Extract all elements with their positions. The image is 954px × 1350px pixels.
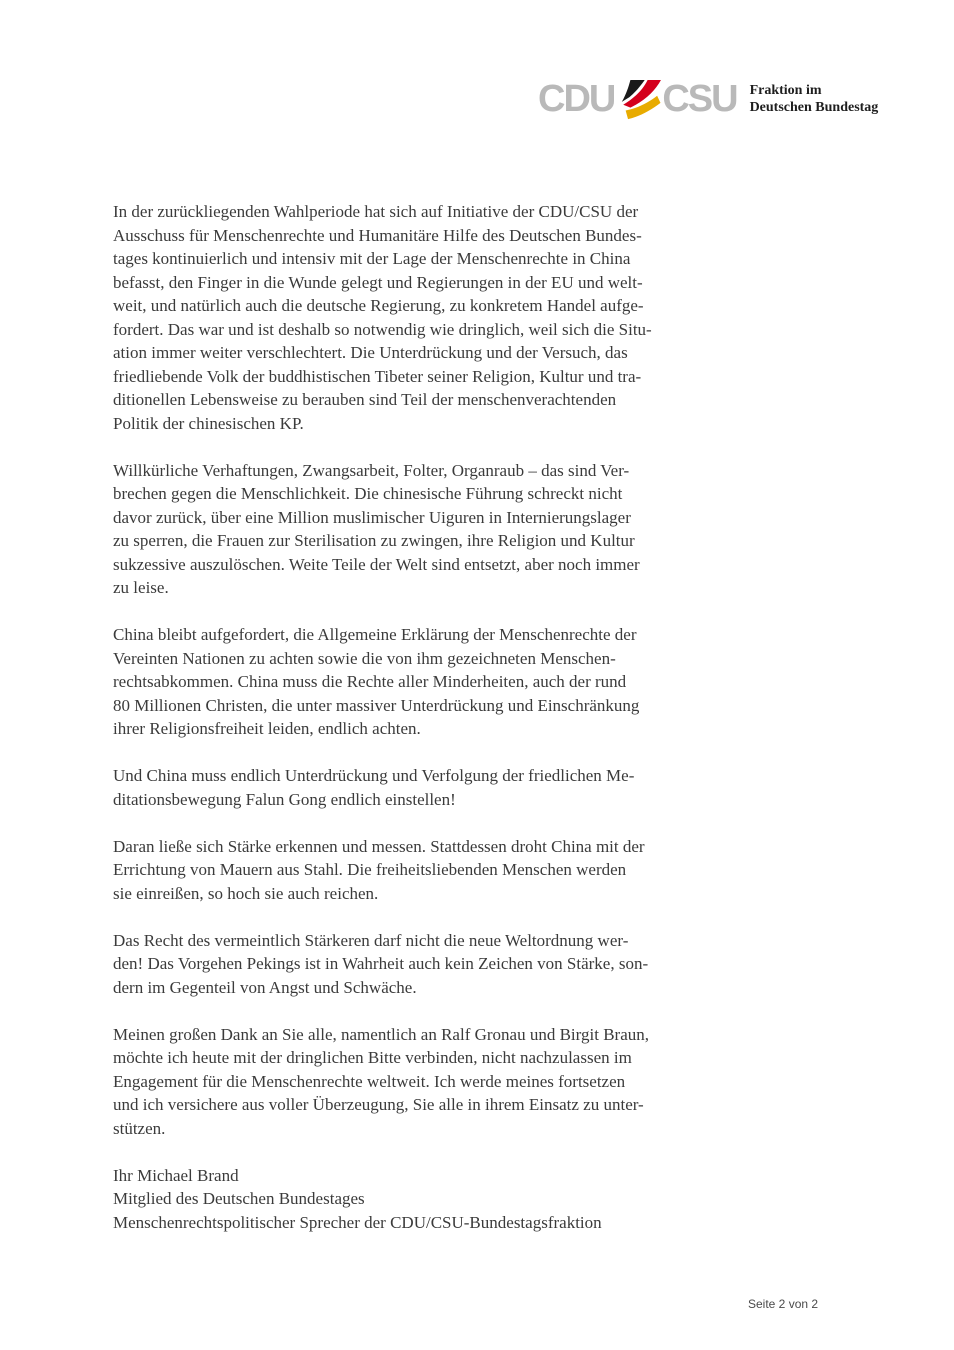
logo-caption: [750, 83, 879, 116]
text-line: brechen gegen die Menschlichkeit. Die chinesische Führung schreckt nicht: [113, 484, 623, 503]
text-line: ditionellen Lebensweise zu berauben sind Teil der menschenverachtenden: [113, 390, 617, 409]
text-line: ation immer weiter verschlechtert. Die Unterdrückung und der Versuch, das: [113, 343, 628, 362]
text-line: fordert. Das war und ist deshalb so notwendig wie dringlich, weil sich die Situ-: [113, 319, 652, 339]
paragraph: [113, 623, 717, 741]
logo-cdu-text: CDU: [538, 78, 615, 120]
text-line: Und China muss endlich Unterdrückung und Verfolgung der friedlichen Me-: [113, 766, 635, 785]
text-line: dern im Gegenteil von Angst und Schwäche.: [113, 977, 417, 997]
text-line: ihrer Religionsfreiheit leiden, endlich achten.: [113, 719, 421, 738]
text-line: befasst, den Finger in die Wunde gelegt und Regierungen in der EU und welt-: [113, 272, 643, 292]
text-line: den! Das Vorgehen Pekings ist in Wahrheit auch kein Zeichen von Stärke, son-: [113, 954, 649, 973]
paragraph: [113, 764, 717, 811]
paragraph: [113, 459, 717, 600]
logo-caption-line2: Deutschen Bundestag: [749, 99, 879, 115]
signature-block: [113, 1164, 717, 1235]
text-line: tages kontinuierlich und intensiv mit der Lage der Menschenrechte in China: [113, 249, 631, 268]
text-line: Menschenrechtspolitischer Sprecher der CDU/CSU-Bundestagsfraktion: [113, 1212, 602, 1232]
text-line: weit, und natürlich auch die deutsche Regierung, zu konkretem Handel aufge-: [113, 296, 644, 315]
text-line: Errichtung von Mauern aus Stahl. Die freiheitsliebenden Menschen werden: [113, 860, 627, 879]
text-line: China bleibt aufgefordert, die Allgemeine Erklärung der Menschenrechte der: [113, 625, 637, 644]
text-line: möchte ich heute mit der dringlichen Bitte verbinden, nicht nachzulassen im: [113, 1048, 632, 1067]
text-line: und ich versichere aus voller Überzeugung, Sie alle in ihrem Einsatz zu unter-: [113, 1095, 644, 1114]
paragraph: [113, 929, 717, 1000]
text-line: davor zurück, über eine Million muslimischer Uiguren in Internierungslager: [113, 507, 631, 527]
text-line: ditationsbewegung Falun Gong endlich einstellen!: [113, 789, 456, 809]
paragraph: [113, 835, 717, 906]
text-line: Meinen großen Dank an Sie alle, namentlich an Ralf Gronau und Birgit Braun,: [113, 1024, 649, 1044]
paragraph: [113, 200, 717, 435]
document-body: [113, 200, 717, 1258]
text-line: sukzessive auszulöschen. Weite Teile der Welt sind entsetzt, aber noch immer: [113, 554, 640, 574]
text-line: Ausschuss für Menschenrechte und Humanitäre Hilfe des Deutschen Bundes-: [113, 225, 642, 245]
text-line: Ihr Michael Brand: [113, 1165, 239, 1185]
logo-caption-line1: Fraktion im: [749, 83, 822, 98]
text-line: Willkürliche Verhaftungen, Zwangsarbeit, Folter, Organraub – das sind Ver-: [113, 460, 630, 480]
paragraph: [113, 1023, 717, 1141]
text-line: Daran ließe sich Stärke erkennen und messen. Stattdessen droht China mit der: [113, 836, 645, 856]
text-line: stützen.: [113, 1118, 166, 1138]
logo-csu-text: CSU: [662, 78, 737, 120]
text-line: Mitglied des Deutschen Bundestages: [113, 1189, 365, 1208]
text-line: In der zurückliegenden Wahlperiode hat sich auf Initiative der CDU/CSU der: [113, 202, 639, 221]
text-line: friedliebende Volk der buddhistischen Tibeter seiner Religion, Kultur und tra-: [113, 366, 642, 386]
text-line: Das Recht des vermeintlich Stärkeren darf nicht die neue Weltordnung wer-: [113, 930, 629, 950]
text-line: Engagement für die Menschenrechte weltweit. Ich werde meines fortsetzen: [113, 1071, 626, 1091]
cducsu-fraktion-logo: [538, 78, 879, 121]
text-line: zu leise.: [113, 578, 169, 597]
german-flag-slash-icon: [617, 79, 661, 121]
text-line: zu sperren, die Frauen zur Sterilisation zu zwingen, ihre Religion und Kultur: [113, 531, 635, 550]
page-number-indicator: Seite 2 von 2: [748, 1297, 819, 1311]
text-line: rechtsabkommen. China muss die Rechte aller Minderheiten, auch der rund: [113, 672, 627, 691]
text-line: 80 Millionen Christen, die unter massiver Unterdrückung und Einschränkung: [113, 695, 640, 715]
text-line: sie einreißen, so hoch sie auch reichen.: [113, 883, 379, 903]
text-line: Politik der chinesischen KP.: [113, 413, 304, 433]
text-line: Vereinten Nationen zu achten sowie die von ihm gezeichneten Menschen-: [113, 648, 616, 668]
